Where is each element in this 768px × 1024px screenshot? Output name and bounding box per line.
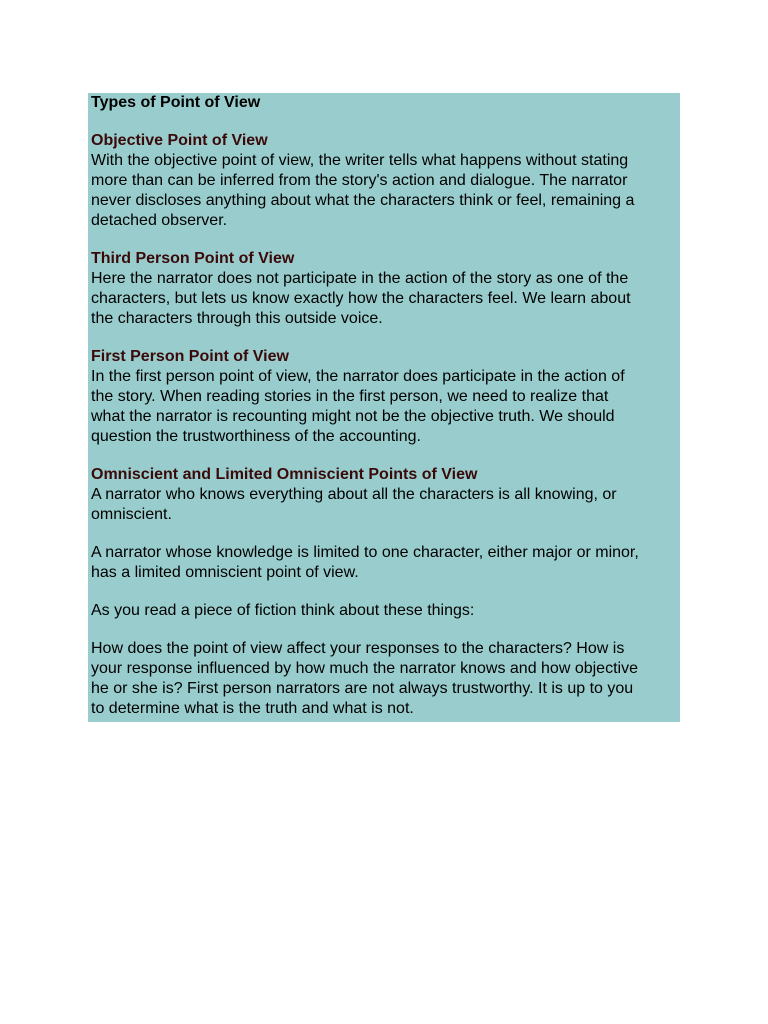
section-heading: First Person Point of View	[91, 348, 289, 365]
body-line: Here the narrator does not participate in the action of the story as one of the	[91, 270, 629, 287]
body-line: A narrator who knows everything about all the characters is all knowing, or	[91, 486, 617, 503]
body-line: he or she is? First person narrators are not always trustworthy. It is up to you	[91, 680, 634, 697]
section-first-person	[91, 347, 676, 447]
body-line: As you read a piece of fiction think about these things:	[91, 602, 475, 619]
document-panel	[88, 93, 680, 722]
paragraph-questions	[91, 639, 676, 719]
body-line: In the first person point of view, the narrator does participate in the action of	[91, 368, 625, 385]
body-line: With the objective point of view, the writer tells what happens without stating	[91, 152, 629, 169]
body-line: more than can be inferred from the story's action and dialogue. The narrator	[91, 172, 628, 189]
section-omniscient	[91, 465, 676, 525]
paragraph-reading-prompt	[91, 601, 676, 621]
body-line: has a limited omniscient point of view.	[91, 564, 359, 581]
body-line: A narrator whose knowledge is limited to one character, either major or minor,	[91, 544, 639, 561]
section-third-person	[91, 249, 676, 329]
section-heading: Third Person Point of View	[91, 250, 295, 267]
body-line: never discloses anything about what the characters think or feel, remaining a	[91, 192, 635, 209]
body-line: How does the point of view affect your responses to the characters? How is	[91, 640, 625, 657]
body-line: the characters through this outside voice.	[91, 310, 383, 327]
body-line: characters, but lets us know exactly how the characters feel. We learn about	[91, 290, 631, 307]
section-heading: Objective Point of View	[91, 132, 268, 149]
body-line: the story. When reading stories in the first person, we need to realize that	[91, 388, 609, 405]
section-objective	[91, 131, 676, 231]
body-line: what the narrator is recounting might not be the objective truth. We should	[91, 408, 615, 425]
paragraph-limited-omniscient	[91, 543, 676, 583]
body-line: detached observer.	[91, 212, 228, 229]
section-heading: Omniscient and Limited Omniscient Points of View	[91, 466, 478, 483]
document-title: Types of Point of View	[91, 94, 261, 111]
body-line: question the trustworthiness of the accounting.	[91, 428, 421, 445]
body-line: your response influenced by how much the narrator knows and how objective	[91, 660, 638, 677]
body-line: omniscient.	[91, 506, 172, 523]
body-line: to determine what is the truth and what is not.	[91, 700, 414, 717]
